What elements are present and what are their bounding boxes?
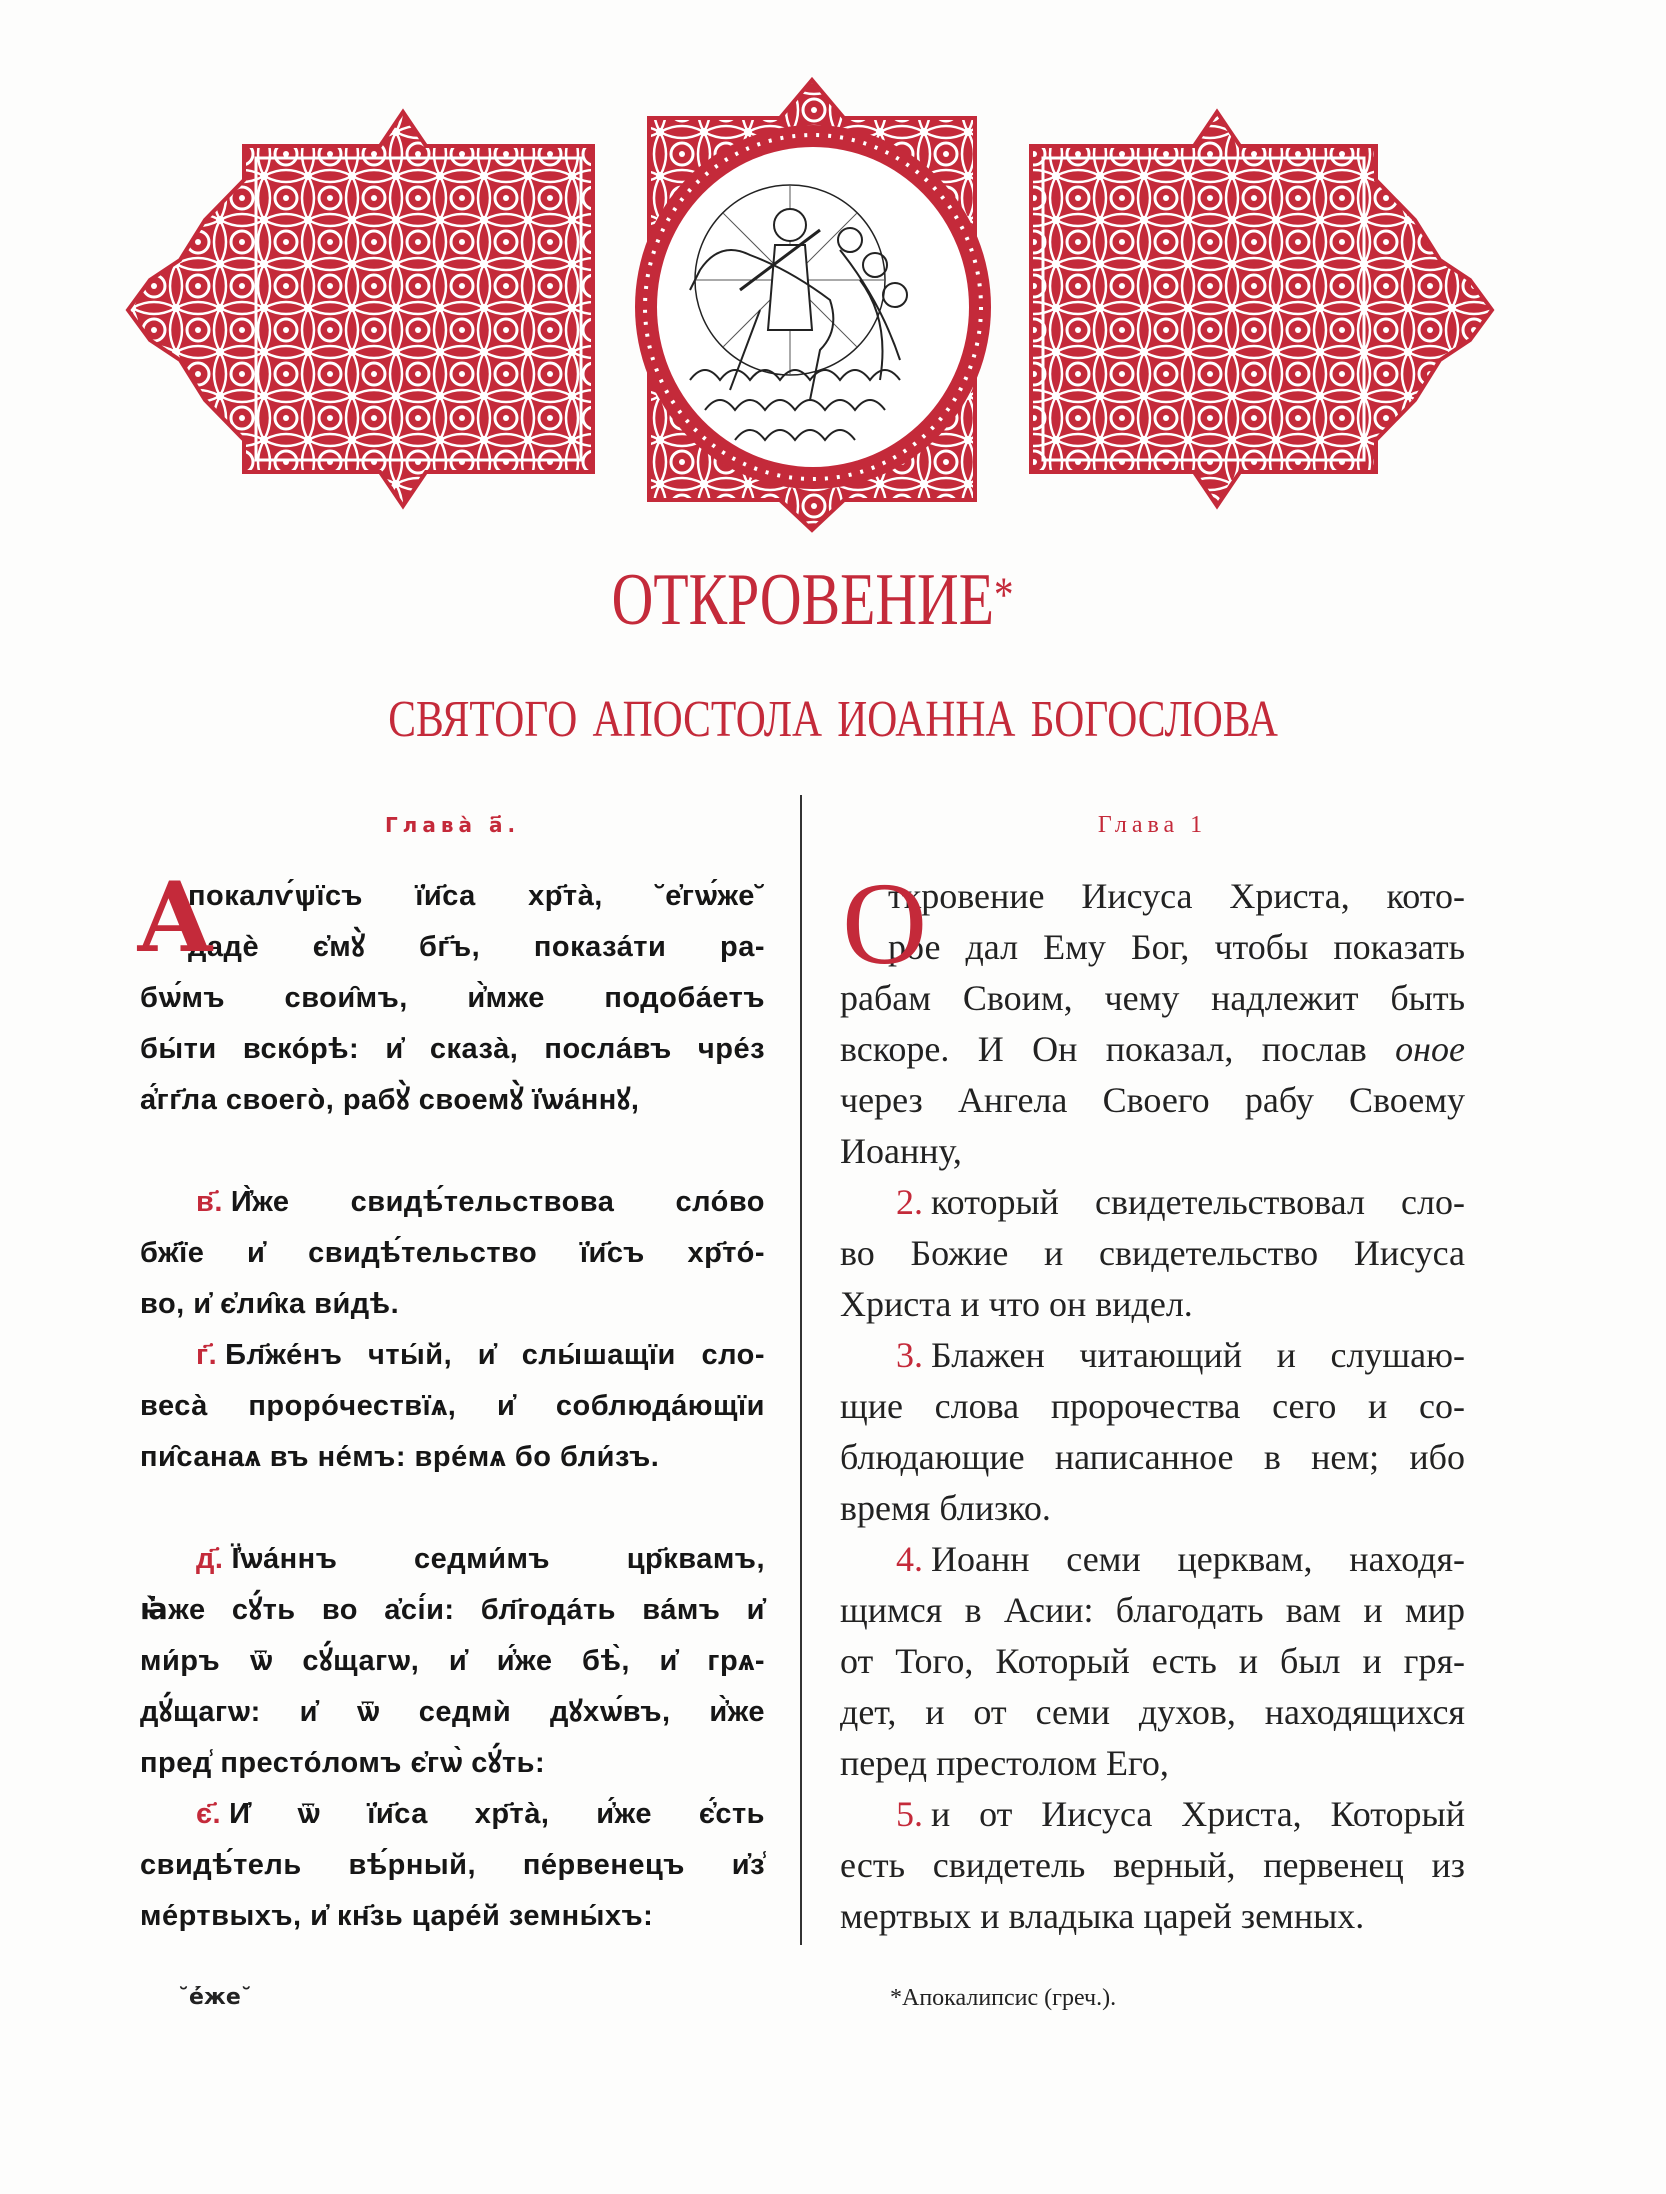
line-text: рабам Своим, чему надлежит быть (840, 978, 1465, 1018)
text-line (840, 1177, 1465, 1228)
text-line (840, 1126, 1465, 1177)
page-title (0, 560, 1666, 640)
verse-number: г҃. (196, 1339, 218, 1371)
line-text: Иоанн семи церквам, находя- (931, 1539, 1465, 1579)
text-line (840, 1024, 1465, 1075)
line-text: вскоре. И Он показал, послав (840, 1029, 1367, 1069)
text-line (840, 1687, 1465, 1738)
text-line (840, 1075, 1465, 1126)
line-text: щимся в Асии: благодать вам и мир (840, 1590, 1465, 1630)
text-line (140, 1177, 765, 1228)
line-text: ꙗ҆̀же сꙋ́ть во а҆сі́и: бл҃года́ть ва́мъ и҆ (140, 1594, 765, 1626)
central-frame (635, 80, 991, 530)
line-text: через Ангела Своего рабу Своему (840, 1080, 1465, 1120)
line-text: пред̾ престо́ломъ є҆гѡ̀ сꙋ́ть: (140, 1747, 546, 1779)
text-line (140, 1789, 765, 1840)
line-text: мертвых и владыка царей земных. (840, 1896, 1365, 1936)
line-text: ме́ртвыхъ, и҆ кн҃зь царе́й земны́хъ: (140, 1900, 654, 1932)
line-text: Христа и что он видел. (840, 1284, 1193, 1324)
drop-cap: О (842, 858, 928, 989)
slavonic-column (136, 800, 765, 1942)
text-line (840, 1432, 1465, 1483)
verse-number: в҃. (196, 1186, 223, 1218)
verse-number: 3. (896, 1335, 923, 1375)
text-line (840, 1381, 1465, 1432)
text-line (140, 1636, 765, 1687)
verse-number: є҃. (196, 1798, 222, 1830)
line-text: и от Иисуса Христа, Который (931, 1794, 1465, 1834)
text-line (140, 1075, 765, 1126)
text-line (140, 1687, 765, 1738)
subtitle-text: СВЯТОГО АПОСТОЛА ИОАННА БОГОСЛОВА (388, 691, 1278, 748)
text-line (840, 1891, 1465, 1942)
catchword-note: ˘е҆́же˘ (178, 1985, 252, 2010)
text-line (140, 922, 765, 973)
line-text: перед престолом Его, (840, 1743, 1169, 1783)
text-line (140, 1432, 765, 1483)
text-line (140, 1279, 765, 1330)
line-text: веса̀ проро́чествїѧ, и҆ соблюда́ющїи (140, 1390, 765, 1422)
text-line (140, 1738, 765, 1789)
text-line (840, 1738, 1465, 1789)
russian-text (840, 858, 1466, 1942)
line-text: И҆̀же свидѣ́тельствова сло́во (230, 1186, 765, 1218)
text-line (840, 1534, 1465, 1585)
slavonic-text (136, 861, 765, 1942)
spacer (140, 1126, 765, 1177)
text-line (840, 1789, 1465, 1840)
line-text: во Божие и свидетельство Иисуса (840, 1233, 1465, 1273)
line-text: блюдающие написанное в нем; ибо (840, 1437, 1465, 1477)
left-panel (128, 112, 593, 506)
line-text: Блажен читающий и слушаю- (931, 1335, 1465, 1375)
text-line (840, 1585, 1465, 1636)
line-text: Иоанну, (840, 1131, 962, 1171)
verse-number: 2. (896, 1182, 923, 1222)
text-line (840, 922, 1465, 973)
text-line (840, 1636, 1465, 1687)
column-divider (800, 795, 802, 1945)
text-line (140, 973, 765, 1024)
text-line (140, 1330, 765, 1381)
line-text: а҆́гг҃ла своего̀, рабꙋ̀ своемꙋ̀ ї҆ѡа́ннꙋ, (140, 1084, 640, 1116)
text-line (140, 871, 765, 922)
line-text: щие слова пророчества сего и со- (840, 1386, 1465, 1426)
text-line (840, 1840, 1465, 1891)
line-text: во, и҆ є҆ли̑ка ви́дѣ. (140, 1288, 400, 1320)
line-text: дадѐ є҆мꙋ̀ бг҃ъ, показа́ти ра- (188, 931, 765, 963)
italic-insert: оное (1395, 1029, 1466, 1069)
line-text: есть свидетель верный, первенец из (840, 1845, 1465, 1885)
line-text: Ї҆ѡа́ннъ седми́мъ цр҃квамъ, (231, 1543, 765, 1575)
text-line (140, 1534, 765, 1585)
text-line (140, 1381, 765, 1432)
page-subtitle (0, 690, 1666, 750)
line-text: от Того, Который есть и был и гря- (840, 1641, 1465, 1681)
line-text: рое дал Ему Бог, чтобы показать (888, 927, 1465, 967)
line-text: время близко. (840, 1488, 1051, 1528)
text-line (140, 1840, 765, 1891)
chapter-heading-russian: Глава 1 (1097, 812, 1208, 838)
text-line (140, 1024, 765, 1075)
text-line (840, 973, 1465, 1024)
title-text: ОТКРОВЕНИЕ (612, 559, 995, 641)
line-text: дꙋ́щагѡ: и҆ ѿ седмѝ дꙋхѡ́въ, и҆̀же (140, 1696, 765, 1728)
text-line (840, 1279, 1465, 1330)
footnote: *Апокалипсис (греч.). (890, 1985, 1117, 2011)
russian-column (840, 800, 1465, 1942)
text-line (140, 1228, 765, 1279)
headpiece-ornament (0, 0, 1666, 540)
line-text: дет, и от семи духов, находящихся (840, 1692, 1465, 1732)
right-panel (1031, 112, 1492, 506)
line-text: который свидетельствовал сло- (931, 1182, 1465, 1222)
text-line (840, 871, 1465, 922)
text-line (840, 1483, 1465, 1534)
footnote-marker: * (994, 566, 1014, 622)
spacer (140, 1483, 765, 1534)
line-text: ткровение Иисуса Христа, кото- (888, 876, 1465, 916)
drop-cap: А (136, 861, 215, 974)
text-line (140, 1585, 765, 1636)
verse-number: д҃. (196, 1543, 224, 1575)
line-text: Бл҃же́нъ чты́й, и҆ слы́шащїи сло- (225, 1339, 765, 1371)
line-text: ми́ръ ѿ сꙋ́щагѡ, и҆ и҆́же бѣ̀, и҆ грѧ- (140, 1645, 765, 1677)
verse-number: 5. (896, 1794, 923, 1834)
line-text: покалѵ́ѱїсъ ї҆и҃са хр҃та̀, ˘е҆гѡ́же˘ (188, 880, 765, 912)
chapter-heading-slavonic: Глава̀ а҃. (384, 813, 521, 837)
verse-number: 4. (896, 1539, 923, 1579)
line-text: И҆ ѿ ї҆и҃са хр҃та̀, и҆́же є҆́сть (229, 1798, 765, 1830)
text-line (840, 1330, 1465, 1381)
line-text: бж҃їе и҆ свидѣ́тельство ї҆и҃съ хр҃то́- (140, 1237, 765, 1269)
line-text: бы́ти вско́рѣ: и҆ сказа̀, посла́въ чре́з (140, 1033, 765, 1065)
line-text: бѡ́мъ свои̑мъ, и҆̀мже подоба́етъ (140, 982, 765, 1014)
line-text: пи̑санаѧ въ не́мъ: вре́мѧ бо бли́зъ. (140, 1441, 660, 1473)
line-text: свидѣ́тель вѣ́рный, пе́рвенецъ и҆з̾ (140, 1849, 765, 1881)
text-line (840, 1228, 1465, 1279)
text-line (140, 1891, 765, 1942)
